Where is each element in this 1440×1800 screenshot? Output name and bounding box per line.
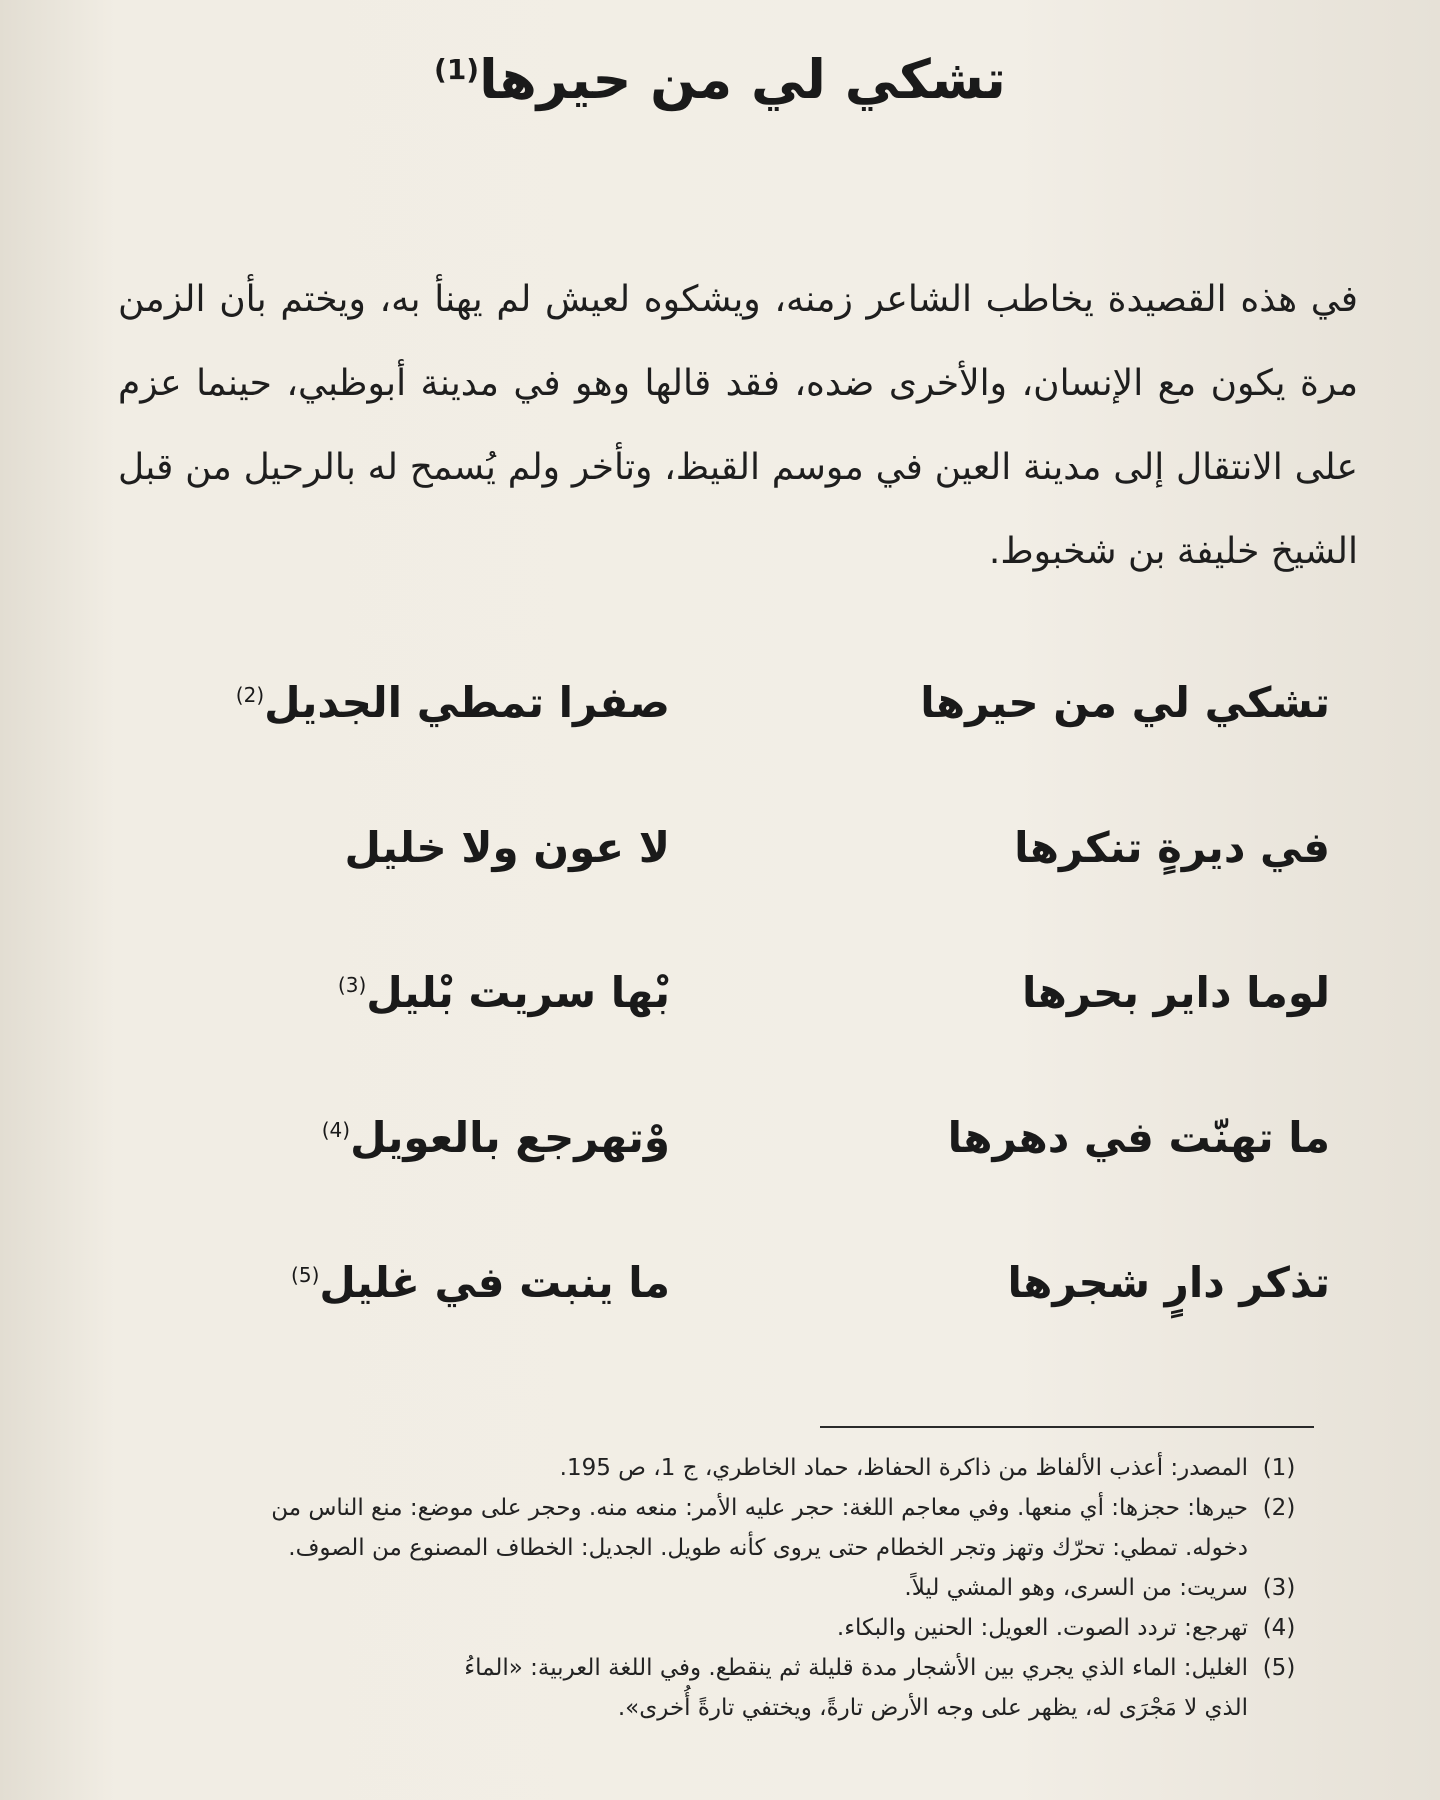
title-text: تشكي لي من حيرها [479, 48, 1006, 111]
footnote-number: (2) [1262, 1495, 1296, 1521]
verse-first-hemistich: في ديرةٍ تنكرها [1014, 823, 1330, 872]
verse-footnote-ref: (5) [291, 1263, 320, 1287]
footnote-continuation: دخوله. تمطي: تحرّك وتهز وتجر الخطام حتى يروى كأنه طويل. الجديل: الخطاف المصنوع من الصوف. [288, 1535, 1248, 1561]
footnote-separator [820, 1426, 1314, 1428]
verse-second-text: صفرا تمطي الجديل [264, 678, 670, 727]
footnotes [110, 1448, 1310, 1728]
verse-footnote-ref: (2) [235, 683, 265, 707]
verse-footnote-ref: (3) [337, 973, 367, 997]
footnote-number: (5) [1262, 1655, 1296, 1681]
verse-second-hemistich [130, 1113, 670, 1162]
footnote-continuation: الذي لا مَجْرَى له، يظهر على وجه الأرض تارةً، ويختفي تارةً أُخرى». [617, 1695, 1248, 1721]
verse-line [130, 630, 1330, 775]
footnote-item [110, 1608, 1310, 1648]
verse-first-hemistich: تشكي لي من حيرها [920, 678, 1330, 727]
footnote-item [110, 1488, 1310, 1528]
footnote-item [110, 1448, 1310, 1488]
verse-line [130, 1210, 1330, 1355]
verse-line [130, 775, 1330, 920]
footnote-number: (1) [1262, 1455, 1296, 1481]
footnote-text: تهرجع: تردد الصوت. العويل: الحنين والبكاء. [836, 1615, 1248, 1641]
title-footnote-ref: (1) [434, 53, 480, 86]
verse-second-text: بْها سريت بْليل [366, 968, 670, 1017]
verse-second-text: ما ينبت في غليل [319, 1258, 670, 1307]
footnote-number: (4) [1262, 1615, 1296, 1641]
verse-footnote-ref: (4) [321, 1118, 351, 1142]
footnote-text: الغليل: الماء الذي يجري بين الأشجار مدة قليلة ثم ينقطع. وفي اللغة العربية: «الماءُ [464, 1655, 1248, 1681]
poem-verses [130, 630, 1330, 1355]
verse-second-hemistich [130, 823, 670, 872]
verse-first-hemistich: تذكر دارٍ شجرها [1007, 1258, 1330, 1307]
footnote-number: (3) [1262, 1575, 1296, 1601]
verse-second-text: وْتهرجع بالعويل [350, 1113, 670, 1162]
footnote-text: المصدر: أعذب الألفاظ من ذاكرة الحفاظ، حماد الخاطري، ج 1، ص 195. [559, 1455, 1248, 1481]
footnote-item [110, 1568, 1310, 1608]
verse-first-hemistich: ما تهنّت في دهرها [947, 1113, 1330, 1162]
verse-first-hemistich: لوما داير بحرها [1021, 968, 1330, 1017]
footnote-item [110, 1648, 1310, 1688]
verse-second-hemistich [130, 678, 670, 727]
verse-line [130, 920, 1330, 1065]
footnote-text: سريت: من السرى، وهو المشي ليلاً. [904, 1575, 1248, 1601]
verse-second-hemistich [130, 1258, 670, 1307]
verse-second-text: لا عون ولا خليل [344, 823, 670, 872]
intro-paragraph: في هذه القصيدة يخاطب الشاعر زمنه، ويشكوه لعيش لم يهنأ به، ويختم بأن الزمن مرة يكون مع الإنسان، والأخرى ضده، فقد قالها وهو في مدينة أبوظبي، حينما عزم على الانتقال إلى مدينة العين في موسم القيظ، وتأخر ولم يُسمح له بالرحيل من قبل الشيخ خليفة بن شخبوط. [118, 279, 1358, 572]
page-title [0, 48, 1440, 111]
verse-second-hemistich [130, 968, 670, 1017]
verse-line [130, 1065, 1330, 1210]
footnote-text: حيرها: حجزها: أي منعها. وفي معاجم اللغة: حجر عليه الأمر: منعه منه. وحجر على موضع: منع الناس من [271, 1495, 1248, 1521]
